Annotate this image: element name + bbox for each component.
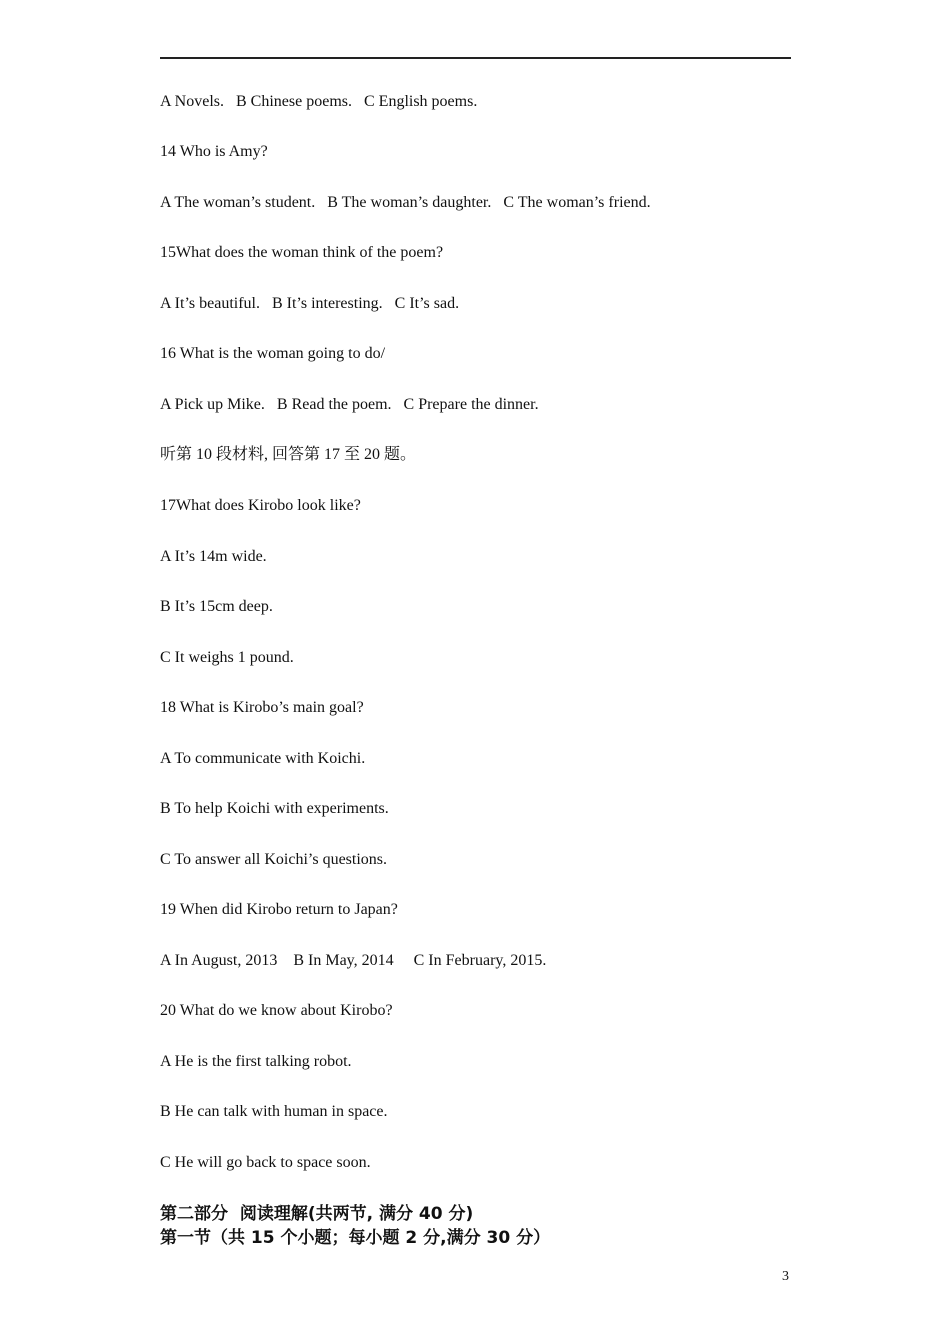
answer-options-14: A The woman’s student. B The woman’s daughter. C The woman’s friend.	[160, 194, 651, 211]
option-17b: B It’s 15cm deep.	[160, 598, 273, 615]
option-17a: A It’s 14m wide.	[160, 548, 267, 565]
question-17: 17What does Kirobo look like?	[160, 497, 361, 514]
header-rule	[160, 57, 791, 59]
question-20: 20 What do we know about Kirobo?	[160, 1002, 393, 1019]
answer-options-16: A Pick up Mike. B Read the poem. C Prepare the dinner.	[160, 396, 539, 413]
listening-instruction: 听第 10 段材料, 回答第 17 至 20 题。	[160, 446, 417, 463]
answer-options-19: A In August, 2013 B In May, 2014 C In February, 2015.	[160, 952, 547, 969]
question-18: 18 What is Kirobo’s main goal?	[160, 699, 364, 716]
answer-options-13: A Novels. B Chinese poems. C English poems.	[160, 93, 478, 110]
option-20c: C He will go back to space soon.	[160, 1154, 371, 1171]
answer-options-15: A It’s beautiful. B It’s interesting. C It’s sad.	[160, 295, 460, 312]
option-18a: A To communicate with Koichi.	[160, 750, 366, 767]
part-two-heading: 第二部分 阅读理解(共两节, 满分 40 分)	[160, 1204, 474, 1224]
option-20a: A He is the first talking robot.	[160, 1053, 352, 1070]
option-20b: B He can talk with human in space.	[160, 1103, 388, 1120]
section-one-heading: 第一节（共 15 个小题；每小题 2 分,满分 30 分）	[160, 1228, 551, 1248]
question-19: 19 When did Kirobo return to Japan?	[160, 901, 398, 918]
question-16: 16 What is the woman going to do/	[160, 345, 386, 362]
question-15: 15What does the woman think of the poem?	[160, 244, 444, 261]
option-17c: C It weighs 1 pound.	[160, 649, 294, 666]
option-18b: B To help Koichi with experiments.	[160, 800, 389, 817]
page-number: 3	[782, 1269, 789, 1284]
question-14: 14 Who is Amy?	[160, 143, 268, 160]
option-18c: C To answer all Koichi’s questions.	[160, 851, 388, 868]
